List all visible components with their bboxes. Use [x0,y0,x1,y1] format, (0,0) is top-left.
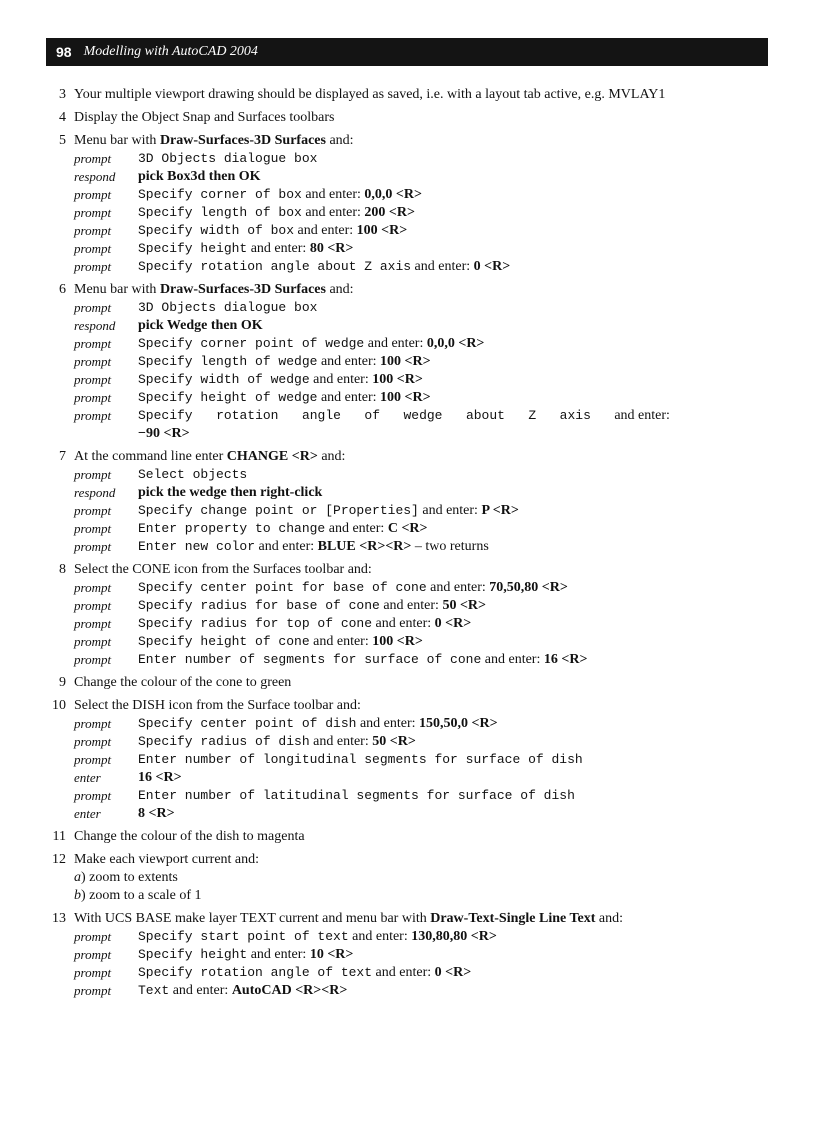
command-keyword: prompt [74,372,112,387]
command-word: Specify [138,408,193,423]
command-line [74,407,670,425]
step-number: 8 [59,562,66,577]
step-text [74,132,670,150]
step-number: 4 [59,110,66,125]
command-input: 200 <R> [364,205,415,220]
command-keyword: prompt [74,947,112,962]
command-instruction: and enter: [301,205,365,220]
command-word: angle [301,408,341,423]
instruction-step [0,448,670,556]
command-line [74,964,670,982]
command-keyword: prompt [74,788,112,803]
command-line [74,615,670,633]
command-input: 80 <R> [309,241,354,256]
command-line [74,502,670,520]
command-input: pick Box3d then OK [138,169,261,184]
command-input: 100 <R> [356,223,408,238]
command-line [74,335,670,353]
command-input: 50 <R> [372,734,416,749]
command-line [74,466,670,484]
step-tail: and: [595,911,623,926]
command-line [74,715,670,733]
command-line [74,520,670,538]
command-keyword: prompt [74,259,112,274]
command-keyword: prompt [74,598,112,613]
command-instruction: and enter: [614,408,670,423]
step-text [74,828,670,846]
command-instruction: and enter: [411,259,474,274]
command-keyword: prompt [74,151,112,166]
command-keyword: respond [74,485,116,500]
step-intro: Make each viewport current and: [74,852,260,867]
command-prompt-text: Specify length of wedge [138,354,318,369]
command-instruction: and enter: [379,598,443,613]
command-keyword: prompt [74,187,112,202]
step-intro: Menu bar with [74,282,160,297]
command-keyword: enter [74,770,101,785]
step-text [74,674,670,692]
step-text [74,697,670,715]
command-input: C <R> [387,521,428,536]
command-input: −90 <R> [138,426,190,441]
step-number: 9 [59,675,66,690]
command-keyword: prompt [74,205,112,220]
command-word: wedge [403,408,443,423]
command-prompt-text: Specify start point of text [138,929,349,944]
command-instruction: and enter: [356,716,420,731]
command-line [74,484,670,502]
command-prompt-text: Select objects [138,467,248,482]
command-prompt-text: Specify rotation angle of text [138,965,373,980]
command-instruction: and enter: [426,580,490,595]
command-prompt-text: Specify corner point of wedge [138,336,365,351]
command-keyword: enter [74,806,101,821]
command-line [74,299,670,317]
command-instruction: and enter: [309,372,373,387]
command-prompt-text: Specify center point for base of cone [138,580,427,595]
step-number: 7 [59,449,66,464]
command-prompt-text: 3D Objects dialogue box [138,300,318,315]
command-instruction: and enter: [364,336,427,351]
command-prompt-text: Specify width of wedge [138,372,310,387]
menu-path: Draw-Text-Single Line Text [430,911,596,926]
step-number: 3 [59,87,66,102]
command-input: BLUE <R><R> [317,539,412,554]
command-prompt-text: Enter new color [138,539,256,554]
command-line [74,353,670,371]
command-keyword: prompt [74,734,112,749]
command-input: 100 <R> [372,634,423,649]
instruction-step [0,851,670,905]
command-line [74,204,670,222]
command-line [74,317,670,335]
command-input: 10 <R> [309,947,354,962]
command-word: rotation [216,408,279,423]
command-line [74,751,670,769]
command-input: 50 <R> [442,598,487,613]
command-instruction: and enter: [247,241,310,256]
step-number: 13 [52,911,66,926]
command-input: 16 <R> [138,770,182,785]
command-prompt-text: Specify rotation angle about Z axis [138,259,412,274]
command-line [74,186,670,204]
command-instruction: and enter: [309,734,373,749]
step-tail: and: [325,282,354,297]
command-keyword: prompt [74,354,112,369]
command-line [74,258,670,276]
command-line [74,597,670,615]
command-input: 0 <R> [434,965,472,980]
sub-item [74,887,670,905]
command-prompt-text: 3D Objects dialogue box [138,151,318,166]
instruction-step [0,674,670,692]
command-prompt-text: Enter number of latitudinal segments for surface of dish [138,788,575,803]
instruction-step [0,697,670,823]
command-keyword: prompt [74,241,112,256]
page-number: 98 [56,44,72,60]
command-line [74,946,670,964]
command-word: about [465,408,505,423]
step-number: 12 [52,852,66,867]
command-instruction: and enter: [372,616,435,631]
command-prompt-text: Specify corner of box [138,187,302,202]
command-keyword: prompt [74,634,112,649]
step-intro: Select the CONE icon from the Surfaces toolbar and: [74,562,372,577]
command-prompt-text: Specify height [138,947,248,962]
step-sentence: Change the colour of the cone to green [74,675,292,690]
command-instruction: and enter: [301,187,365,202]
step-intro: At the command line enter [74,449,227,464]
command-input: 16 <R> [543,652,588,667]
command-input: 0 <R> [434,616,472,631]
command-keyword: prompt [74,503,112,518]
command-input: 130,80,80 <R> [411,929,497,944]
command-input: 8 <R> [138,806,175,821]
command-keyword: prompt [74,580,112,595]
command-keyword: prompt [74,223,112,238]
step-text [74,910,670,928]
command-input: P <R> [481,503,519,518]
command-input: 150,50,0 <R> [419,716,498,731]
step-intro: Select the DISH icon from the Surface toolbar and: [74,698,361,713]
command-prompt-text: Specify height of wedge [138,390,318,405]
command-keyword: prompt [74,521,112,536]
page-body [0,86,816,1005]
sub-item-text: ) zoom to a scale of 1 [81,888,202,903]
command-keyword: prompt [74,965,112,980]
command-line [74,928,670,946]
command-prompt-text: Enter number of segments for surface of cone [138,652,482,667]
command-prompt-text: Specify center point of dish [138,716,357,731]
command-input: 100 <R> [380,390,431,405]
command-prompt-text: Specify length of box [138,205,302,220]
step-intro: Menu bar with [74,133,160,148]
step-sentence: Change the colour of the dish to magenta [74,829,305,844]
command-instruction: and enter: [255,539,318,554]
command-input: AutoCAD <R><R> [231,983,348,998]
command-line [74,651,670,669]
command-instruction: and enter: [372,965,435,980]
command-keyword: prompt [74,467,112,482]
command-instruction: and enter: [309,634,373,649]
command-instruction: and enter: [348,929,412,944]
sub-item-text: ) zoom to extents [81,870,178,885]
instruction-step [0,910,670,1000]
command-keyword: prompt [74,300,112,315]
step-text [74,109,670,127]
command-instruction: and enter: [418,503,482,518]
command-note: – two returns [411,539,489,554]
menu-path: Draw-Surfaces-3D Surfaces [159,133,326,148]
running-header [46,38,768,66]
command-line [74,150,670,168]
command-line [74,633,670,651]
command-instruction: and enter: [325,521,388,536]
command-line [74,805,670,823]
step-tail: and: [325,133,354,148]
sub-item-label: a [74,870,81,885]
command-input: 70,50,80 <R> [489,580,568,595]
command-instruction: and enter: [294,223,357,238]
command-word: Z [528,408,537,423]
command-keyword: prompt [74,616,112,631]
command-keyword: prompt [74,752,112,767]
command-keyword: prompt [74,408,112,423]
command-line [74,787,670,805]
step-sentence: Your multiple viewport drawing should be displayed as saved, i.e. with a layout tab active, e.g. MVLAY1 [74,87,666,102]
command-input: 100 <R> [372,372,423,387]
step-text [74,86,670,104]
step-text [74,561,670,579]
command-keyword: respond [74,169,116,184]
command-word: axis [559,408,591,423]
command-instruction: and enter: [169,983,232,998]
command-keyword: prompt [74,390,112,405]
command-input: 0,0,0 <R> [364,187,422,202]
running-title: Modelling with AutoCAD 2004 [83,44,258,59]
command-keyword: prompt [74,539,112,554]
command-keyword: prompt [74,336,112,351]
step-text [74,851,670,869]
command-prompt-text: Text [138,983,170,998]
command-line [74,389,670,407]
step-tail: and: [317,449,346,464]
command-word: of [364,408,381,423]
command-line [74,371,670,389]
command-line [74,579,670,597]
command-line [74,240,670,258]
command-prompt-text: Enter property to change [138,521,326,536]
step-number: 10 [52,698,66,713]
step-sentence: Display the Object Snap and Surfaces toolbars [74,110,335,125]
command-prompt-text: Specify height of cone [138,634,310,649]
command-prompt-text: Specify radius for base of cone [138,598,380,613]
instruction-step [0,281,670,443]
step-number: 6 [59,282,66,297]
command-keyword: prompt [74,929,112,944]
command-prompt-text: Specify width of box [138,223,295,238]
command-keyword: respond [74,318,116,333]
step-number: 5 [59,133,66,148]
command-prompt-text: Specify radius of dish [138,734,310,749]
command-input: pick the wedge then right-click [138,485,323,500]
command-prompt-text: Enter number of longitudinal segments for surface of dish [138,752,583,767]
command-input: pick Wedge then OK [138,318,263,333]
command-line [74,769,670,787]
instruction-step [0,86,670,104]
command-input: 0,0,0 <R> [426,336,485,351]
instruction-step [0,132,670,276]
command-instruction: and enter: [481,652,544,667]
command-line [74,982,670,1000]
command-input: 100 <R> [380,354,431,369]
sub-item [74,869,670,887]
instruction-step [0,109,670,127]
instruction-step [0,828,670,846]
step-text [74,281,670,299]
command-keyword: prompt [74,716,112,731]
menu-path: Draw-Surfaces-3D Surfaces [159,282,326,297]
menu-path: CHANGE <R> [226,449,318,464]
command-keyword: prompt [74,983,112,998]
command-prompt-text: Specify height [138,241,248,256]
command-line [74,733,670,751]
command-keyword: prompt [74,652,112,667]
step-number: 11 [52,829,66,844]
command-input: 0 <R> [473,259,511,274]
command-line [74,538,670,556]
command-instruction: and enter: [247,947,310,962]
instruction-step [0,561,670,669]
sub-item-label: b [74,888,81,903]
command-line [74,222,670,240]
command-prompt-text: Specify change point or [Properties] [138,503,419,518]
command-line [74,168,670,186]
command-instruction: and enter: [317,390,381,405]
command-prompt-text: Specify radius for top of cone [138,616,373,631]
command-continuation [74,425,670,443]
step-intro: With UCS BASE make layer TEXT current and menu bar with [74,911,431,926]
command-justified-text [138,407,670,425]
step-text [74,448,670,466]
command-instruction: and enter: [317,354,381,369]
